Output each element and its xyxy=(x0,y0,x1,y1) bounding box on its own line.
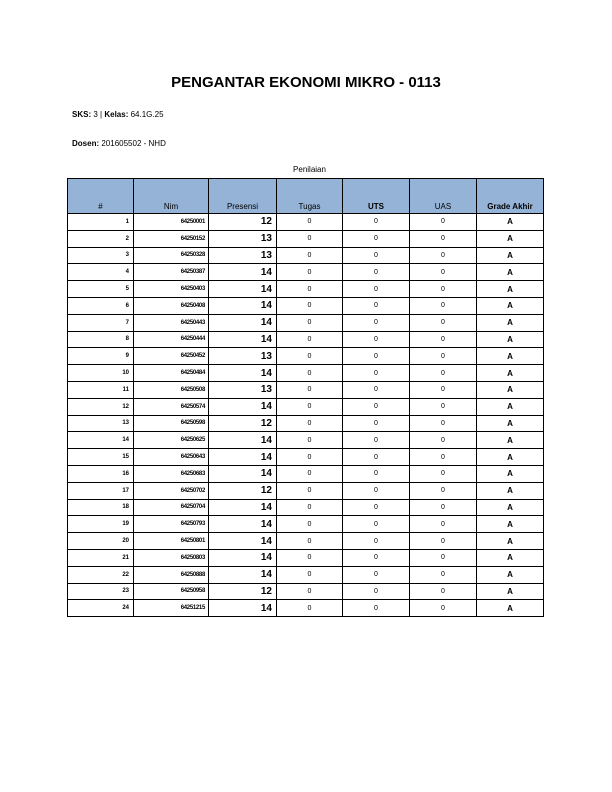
uts-cell: 0 xyxy=(343,533,410,550)
presensi-cell: 13 xyxy=(209,247,277,264)
header-number: # xyxy=(68,179,134,214)
table-row xyxy=(68,499,544,516)
table-header-row xyxy=(68,179,544,214)
uts-cell: 0 xyxy=(343,281,410,298)
uas-cell: 0 xyxy=(410,499,477,516)
tugas-cell: 0 xyxy=(277,314,343,331)
uas-cell: 0 xyxy=(410,314,477,331)
nim-cell: 64250625 xyxy=(134,432,209,449)
row-number: 10 xyxy=(68,365,134,382)
table-row xyxy=(68,230,544,247)
table-row xyxy=(68,482,544,499)
uts-cell: 0 xyxy=(343,482,410,499)
table-row xyxy=(68,348,544,365)
uts-cell: 0 xyxy=(343,348,410,365)
grade-cell: A xyxy=(477,415,544,432)
nim-cell: 64251215 xyxy=(134,600,209,617)
table-row xyxy=(68,381,544,398)
row-number: 14 xyxy=(68,432,134,449)
nim-cell: 64250793 xyxy=(134,516,209,533)
uts-cell: 0 xyxy=(343,465,410,482)
dosen-label: Dosen: xyxy=(72,139,100,148)
uts-cell: 0 xyxy=(343,566,410,583)
uas-cell: 0 xyxy=(410,331,477,348)
grade-cell: A xyxy=(477,365,544,382)
row-number: 1 xyxy=(68,214,134,231)
row-number: 11 xyxy=(68,381,134,398)
presensi-cell: 14 xyxy=(209,516,277,533)
presensi-cell: 14 xyxy=(209,314,277,331)
row-number: 15 xyxy=(68,449,134,466)
uts-cell: 0 xyxy=(343,583,410,600)
row-number: 3 xyxy=(68,247,134,264)
tugas-cell: 0 xyxy=(277,381,343,398)
grade-cell: A xyxy=(477,230,544,247)
nim-cell: 64250152 xyxy=(134,230,209,247)
tugas-cell: 0 xyxy=(277,549,343,566)
grade-cell: A xyxy=(477,516,544,533)
separator: | xyxy=(100,110,103,119)
tugas-cell: 0 xyxy=(277,583,343,600)
presensi-cell: 14 xyxy=(209,449,277,466)
row-number: 16 xyxy=(68,465,134,482)
nim-cell: 64250408 xyxy=(134,297,209,314)
uas-cell: 0 xyxy=(410,449,477,466)
grade-cell: A xyxy=(477,499,544,516)
grade-cell: A xyxy=(477,566,544,583)
presensi-cell: 14 xyxy=(209,499,277,516)
nim-cell: 64250328 xyxy=(134,247,209,264)
uas-cell: 0 xyxy=(410,365,477,382)
grade-cell: A xyxy=(477,247,544,264)
grade-cell: A xyxy=(477,449,544,466)
uts-cell: 0 xyxy=(343,264,410,281)
uts-cell: 0 xyxy=(343,499,410,516)
tugas-cell: 0 xyxy=(277,432,343,449)
nim-cell: 64250958 xyxy=(134,583,209,600)
uts-cell: 0 xyxy=(343,381,410,398)
presensi-cell: 14 xyxy=(209,432,277,449)
nim-cell: 64250387 xyxy=(134,264,209,281)
grade-cell: A xyxy=(477,549,544,566)
uas-cell: 0 xyxy=(410,432,477,449)
presensi-cell: 14 xyxy=(209,549,277,566)
tugas-cell: 0 xyxy=(277,600,343,617)
uts-cell: 0 xyxy=(343,415,410,432)
uts-cell: 0 xyxy=(343,549,410,566)
tugas-cell: 0 xyxy=(277,230,343,247)
uas-cell: 0 xyxy=(410,415,477,432)
nim-cell: 64250803 xyxy=(134,549,209,566)
tugas-cell: 0 xyxy=(277,516,343,533)
table-row xyxy=(68,297,544,314)
row-number: 23 xyxy=(68,583,134,600)
presensi-cell: 14 xyxy=(209,566,277,583)
table-row xyxy=(68,214,544,231)
uas-cell: 0 xyxy=(410,398,477,415)
row-number: 20 xyxy=(68,533,134,550)
uts-cell: 0 xyxy=(343,398,410,415)
nim-cell: 64250702 xyxy=(134,482,209,499)
presensi-cell: 12 xyxy=(209,214,277,231)
presensi-cell: 14 xyxy=(209,365,277,382)
row-number: 4 xyxy=(68,264,134,281)
nim-cell: 64250801 xyxy=(134,533,209,550)
nim-cell: 64250598 xyxy=(134,415,209,432)
uas-cell: 0 xyxy=(410,482,477,499)
uts-cell: 0 xyxy=(343,247,410,264)
uas-cell: 0 xyxy=(410,247,477,264)
uas-cell: 0 xyxy=(410,465,477,482)
nim-cell: 64250683 xyxy=(134,465,209,482)
row-number: 9 xyxy=(68,348,134,365)
grade-cell: A xyxy=(477,600,544,617)
row-number: 18 xyxy=(68,499,134,516)
tugas-cell: 0 xyxy=(277,247,343,264)
row-number: 5 xyxy=(68,281,134,298)
presensi-cell: 13 xyxy=(209,348,277,365)
row-number: 17 xyxy=(68,482,134,499)
table-row xyxy=(68,365,544,382)
header-presensi: Presensi xyxy=(209,179,277,214)
presensi-cell: 14 xyxy=(209,465,277,482)
grade-cell: A xyxy=(477,281,544,298)
tugas-cell: 0 xyxy=(277,566,343,583)
presensi-cell: 14 xyxy=(209,264,277,281)
nim-cell: 64250452 xyxy=(134,348,209,365)
row-number: 7 xyxy=(68,314,134,331)
uts-cell: 0 xyxy=(343,449,410,466)
table-row xyxy=(68,549,544,566)
tugas-cell: 0 xyxy=(277,297,343,314)
grade-cell: A xyxy=(477,381,544,398)
uts-cell: 0 xyxy=(343,214,410,231)
row-number: 12 xyxy=(68,398,134,415)
presensi-cell: 14 xyxy=(209,600,277,617)
table-row xyxy=(68,583,544,600)
presensi-cell: 12 xyxy=(209,415,277,432)
tugas-cell: 0 xyxy=(277,365,343,382)
table-row xyxy=(68,331,544,348)
table-row xyxy=(68,600,544,617)
tugas-cell: 0 xyxy=(277,264,343,281)
tugas-cell: 0 xyxy=(277,214,343,231)
grade-cell: A xyxy=(477,264,544,281)
row-number: 21 xyxy=(68,549,134,566)
grade-cell: A xyxy=(477,583,544,600)
uts-cell: 0 xyxy=(343,297,410,314)
table-row xyxy=(68,415,544,432)
sks-value: 3 xyxy=(93,110,98,119)
table-row xyxy=(68,449,544,466)
uts-cell: 0 xyxy=(343,314,410,331)
presensi-cell: 14 xyxy=(209,533,277,550)
header-grade-akhir: Grade Akhir xyxy=(477,179,544,214)
tugas-cell: 0 xyxy=(277,398,343,415)
table-row xyxy=(68,516,544,533)
header-uas: UAS xyxy=(410,179,477,214)
presensi-cell: 14 xyxy=(209,331,277,348)
row-number: 13 xyxy=(68,415,134,432)
grade-cell: A xyxy=(477,465,544,482)
row-number: 22 xyxy=(68,566,134,583)
table-row xyxy=(68,314,544,331)
uas-cell: 0 xyxy=(410,533,477,550)
tugas-cell: 0 xyxy=(277,465,343,482)
table-row xyxy=(68,247,544,264)
row-number: 8 xyxy=(68,331,134,348)
row-number: 19 xyxy=(68,516,134,533)
row-number: 24 xyxy=(68,600,134,617)
uts-cell: 0 xyxy=(343,432,410,449)
nim-cell: 64250704 xyxy=(134,499,209,516)
uas-cell: 0 xyxy=(410,549,477,566)
uas-cell: 0 xyxy=(410,600,477,617)
tugas-cell: 0 xyxy=(277,281,343,298)
uts-cell: 0 xyxy=(343,600,410,617)
uas-cell: 0 xyxy=(410,297,477,314)
nim-cell: 64250888 xyxy=(134,566,209,583)
table-row xyxy=(68,432,544,449)
kelas-label: Kelas: xyxy=(104,110,129,119)
nim-cell: 64250403 xyxy=(134,281,209,298)
uts-cell: 0 xyxy=(343,230,410,247)
nim-cell: 64250444 xyxy=(134,331,209,348)
grades-table xyxy=(67,178,544,617)
nim-cell: 64250484 xyxy=(134,365,209,382)
header-nim: Nim xyxy=(134,179,209,214)
nim-cell: 64250443 xyxy=(134,314,209,331)
grade-cell: A xyxy=(477,297,544,314)
presensi-cell: 14 xyxy=(209,398,277,415)
sks-label: SKS: xyxy=(72,110,92,119)
uas-cell: 0 xyxy=(410,381,477,398)
grade-cell: A xyxy=(477,398,544,415)
uas-cell: 0 xyxy=(410,566,477,583)
grade-cell: A xyxy=(477,533,544,550)
nim-cell: 64250643 xyxy=(134,449,209,466)
tugas-cell: 0 xyxy=(277,533,343,550)
tugas-cell: 0 xyxy=(277,482,343,499)
table-row xyxy=(68,566,544,583)
nim-cell: 64250574 xyxy=(134,398,209,415)
uas-cell: 0 xyxy=(410,281,477,298)
uas-cell: 0 xyxy=(410,214,477,231)
course-info xyxy=(72,110,164,119)
tugas-cell: 0 xyxy=(277,348,343,365)
uas-cell: 0 xyxy=(410,583,477,600)
row-number: 6 xyxy=(68,297,134,314)
presensi-cell: 14 xyxy=(209,297,277,314)
table-row xyxy=(68,533,544,550)
grade-cell: A xyxy=(477,314,544,331)
grade-cell: A xyxy=(477,482,544,499)
tugas-cell: 0 xyxy=(277,415,343,432)
uts-cell: 0 xyxy=(343,365,410,382)
presensi-cell: 13 xyxy=(209,230,277,247)
tugas-cell: 0 xyxy=(277,499,343,516)
nim-cell: 64250508 xyxy=(134,381,209,398)
page-title: PENGANTAR EKONOMI MIKRO - 0113 xyxy=(171,74,441,91)
table-body xyxy=(68,214,544,617)
row-number: 2 xyxy=(68,230,134,247)
grade-cell: A xyxy=(477,214,544,231)
dosen-value: 201605502 - NHD xyxy=(101,139,166,148)
table-row xyxy=(68,465,544,482)
uas-cell: 0 xyxy=(410,264,477,281)
penilaian-group-label: Penilaian xyxy=(293,165,326,174)
lecturer-info xyxy=(72,139,166,148)
table-row xyxy=(68,281,544,298)
grade-cell: A xyxy=(477,331,544,348)
grade-cell: A xyxy=(477,432,544,449)
table-row xyxy=(68,398,544,415)
presensi-cell: 12 xyxy=(209,482,277,499)
uas-cell: 0 xyxy=(410,230,477,247)
tugas-cell: 0 xyxy=(277,449,343,466)
kelas-value: 64.1G.25 xyxy=(130,110,164,119)
uas-cell: 0 xyxy=(410,516,477,533)
presensi-cell: 12 xyxy=(209,583,277,600)
nim-cell: 64250001 xyxy=(134,214,209,231)
header-uts: UTS xyxy=(343,179,410,214)
tugas-cell: 0 xyxy=(277,331,343,348)
presensi-cell: 14 xyxy=(209,281,277,298)
presensi-cell: 13 xyxy=(209,381,277,398)
uas-cell: 0 xyxy=(410,348,477,365)
uts-cell: 0 xyxy=(343,516,410,533)
table-row xyxy=(68,264,544,281)
grade-cell: A xyxy=(477,348,544,365)
uts-cell: 0 xyxy=(343,331,410,348)
header-tugas: Tugas xyxy=(277,179,343,214)
